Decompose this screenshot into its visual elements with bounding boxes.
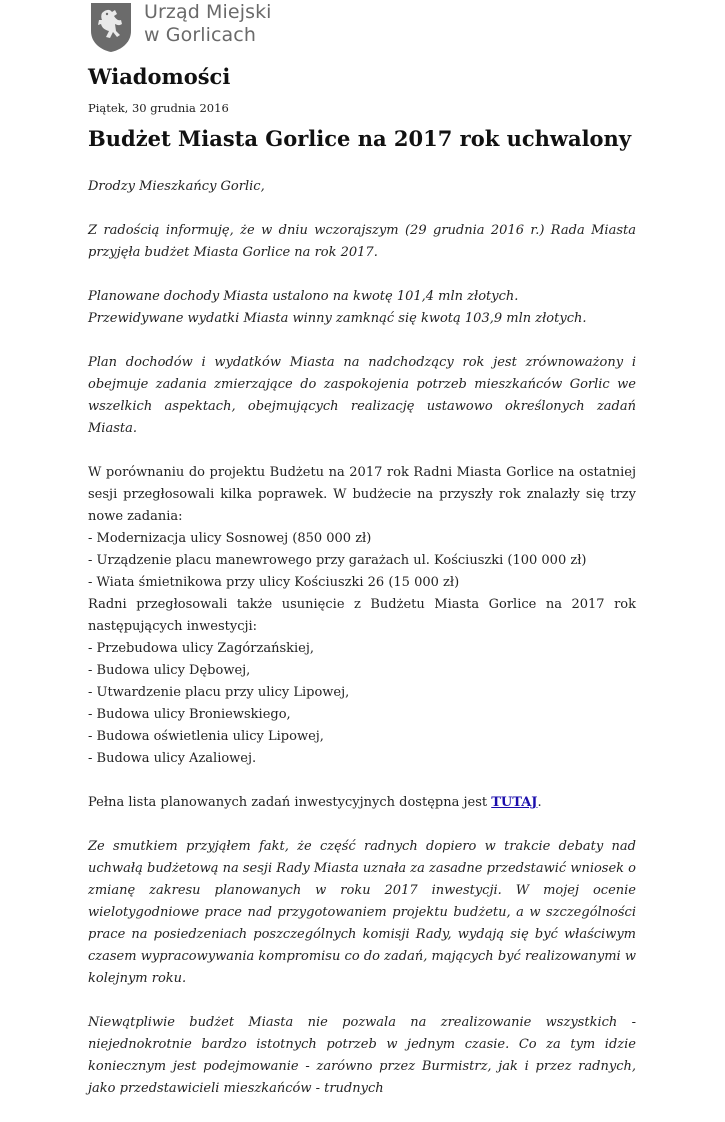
removed-item: - Budowa ulicy Dębowej, — [88, 663, 251, 678]
paragraph-debate: Ze smutkiem przyjąłem fakt, że część radnych dopiero w trakcie debaty nad uchwałą budżetową na sesji Rady Miasta uznała za zasadne przedstawić wniosek o zmianę zakresu planowanych w roku 2017 inwestycji. W mojej ocenie wielotygodniowe prace nad przygotowaniem projektu budżetu, a w szczególności prace na posiedzeniach poszczególnych komisji Rady, wydają się być właściwym czasem wypracowywania kompromisu co do zadań, mających być realizowanymi w kolejnym roku. — [88, 839, 637, 986]
full-list-text: Pełna lista planowanych zadań inwestycyjnych dostępna jest — [88, 795, 492, 810]
article-date: Piątek, 30 grudnia 2016 — [88, 101, 229, 115]
paragraph-income-expenses — [88, 286, 636, 330]
new-task-item: - Modernizacja ulicy Sosnowej (850 000 zł) — [88, 531, 372, 546]
removed-item: - Budowa ulicy Azaliowej. — [88, 751, 257, 766]
paragraph-full-list — [88, 792, 636, 814]
paragraph-amendments — [88, 462, 636, 770]
city-crest-griffin-icon — [88, 1, 134, 53]
paragraph-budget-adopted: Z radością informuję, że w dniu wczorajszym (29 grudnia 2016 r.) Rada Miasta przyjęła budżet Miasta Gorlice na rok 2017. — [88, 223, 636, 260]
paragraph-priorities: Niewątpliwie budżet Miasta nie pozwala na zrealizowanie wszystkich - niejednokrotnie bardzo istotnych potrzeb w jednym czasie. Co za tym idzie koniecznym jest podejmowanie - zarówno przez Burmistrz, jak i przez radnych, jako przedstawicieli mieszkańców - trudnych — [88, 1015, 636, 1096]
amendments-intro: W porównaniu do projektu Budżetu na 2017 rok Radni Miasta Gorlice na ostatniej sesji przegłosowali kilka poprawek. W budżecie na przyszły rok znalazły się trzy nowe zadania: — [88, 465, 636, 524]
logo-line-1: Urząd Miejski — [144, 1, 272, 23]
removed-item: - Budowa oświetlenia ulicy Lipowej, — [88, 729, 324, 744]
full-list-end: . — [537, 795, 542, 810]
removed-intro: Radni przegłosowali także usunięcie z Budżetu Miasta Gorlice na 2017 rok następujących inwestycji: — [88, 597, 636, 634]
removed-item: - Budowa ulicy Broniewskiego, — [88, 707, 291, 722]
section-title: Wiadomości — [88, 64, 231, 89]
article-title: Budżet Miasta Gorlice na 2017 rok uchwalony — [88, 126, 632, 151]
site-logo[interactable] — [88, 1, 298, 55]
removed-item: - Przebudowa ulicy Zagórzańskiej, — [88, 641, 315, 656]
income-line: Planowane dochody Miasta ustalono na kwotę 101,4 mln złotych. — [88, 289, 519, 304]
expenses-line: Przewidywane wydatki Miasta winny zamknąć się kwotą 103,9 mln złotych. — [88, 311, 587, 326]
logo-line-2: w Gorlicach — [144, 24, 256, 46]
removed-item: - Utwardzenie placu przy ulicy Lipowej, — [88, 685, 350, 700]
article-body — [88, 176, 636, 1122]
new-task-item: - Urządzenie placu manewrowego przy garażach ul. Kościuszki (100 000 zł) — [88, 553, 587, 568]
full-list-link[interactable]: TUTAJ — [491, 795, 538, 810]
new-task-item: - Wiata śmietnikowa przy ulicy Kościuszki 26 (15 000 zł) — [88, 575, 460, 590]
greeting: Drodzy Mieszkańcy Gorlic, — [88, 179, 265, 194]
paragraph-balanced-plan: Plan dochodów i wydatków Miasta na nadchodzący rok jest zrównoważony i obejmuje zadania zmierzające do zaspokojenia potrzeb mieszkańców Gorlic we wszelkich aspektach, obejmujących realizację ustawowo określonych zadań Miasta. — [88, 355, 636, 436]
